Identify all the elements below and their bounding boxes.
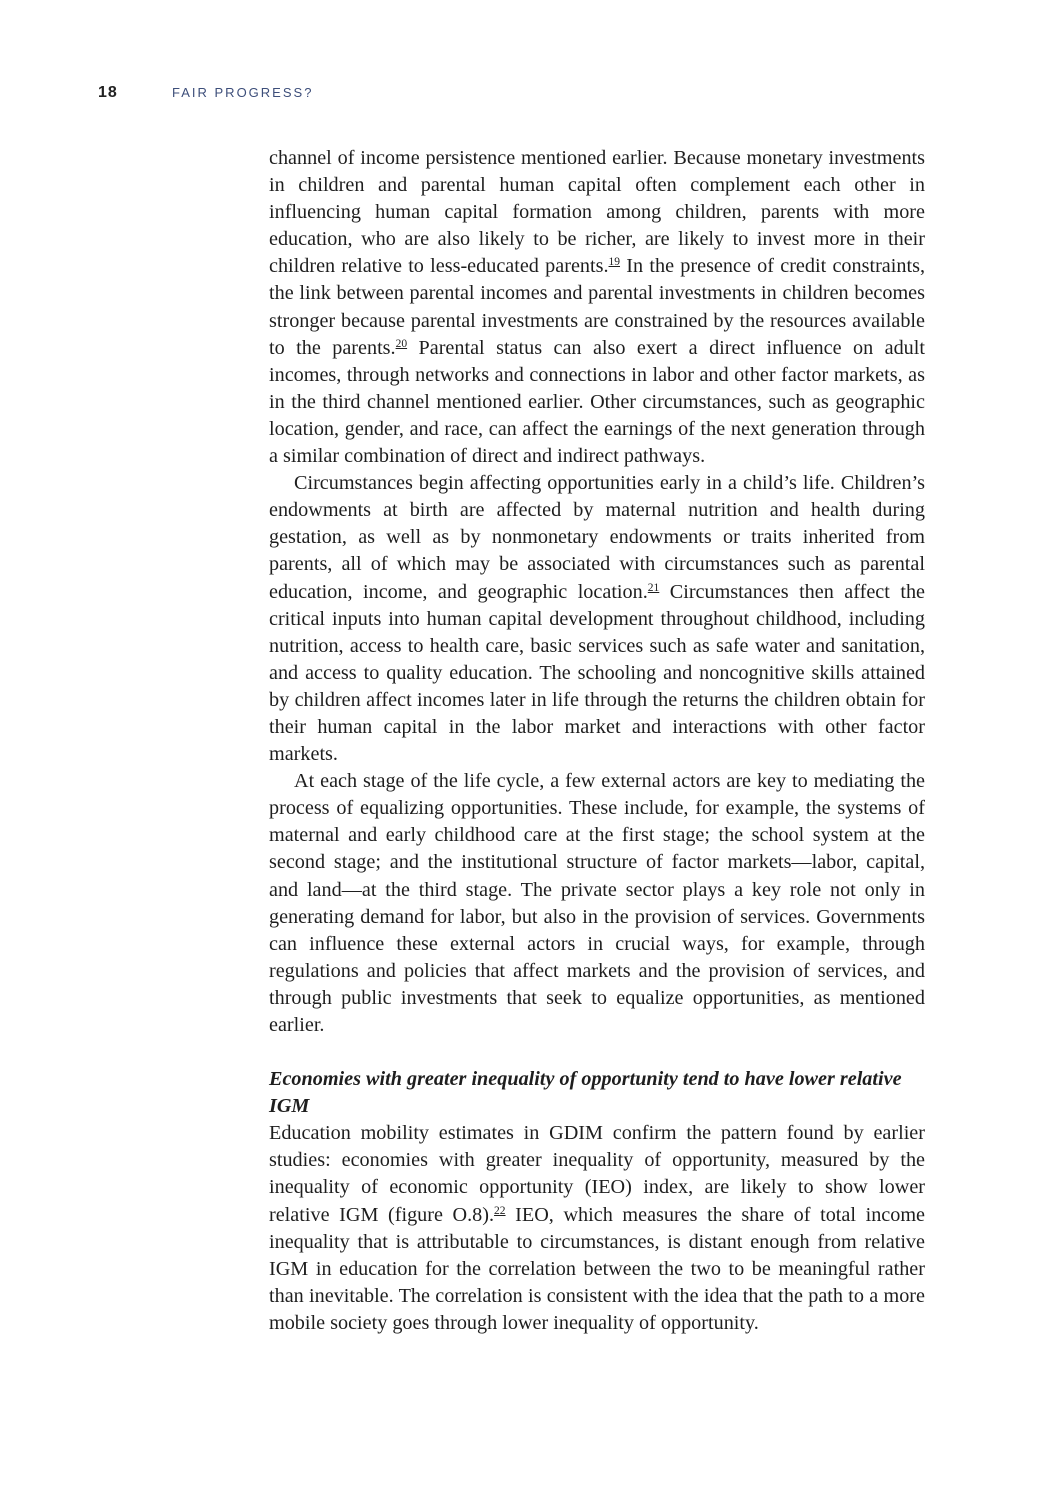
body-text: [269, 145, 925, 1337]
paragraph-4-text-b: IEO, which measures the share of total income inequality that is attributable to circumstances, is distant enough from relative IGM in education for the correlation between the two to be meaningful rather than inevitable. The correlation is consistent with the idea that the path to a more mobile society goes through lower inequality of opportunity.: [269, 1203, 925, 1334]
footnote-ref-21[interactable]: 21: [647, 581, 660, 594]
paragraph-2-text-a: Circumstances begin affecting opportunities early in a child’s life. Children’s endowments at birth are affected by maternal nutrition and health during gestation, as well as by nonmonetary endowments or traits inherited from parents, all of which may be associated with circumstances such as parental education, income, and geographic location.: [269, 472, 925, 603]
footnote-ref-22[interactable]: 22: [494, 1204, 506, 1217]
page-header: [98, 84, 313, 102]
paragraph-1-text-c: Parental status can also exert a direct influence on adult incomes, through networks and connections in labor and other factor markets, as in the third channel mentioned earlier. Other circumstances, such as geographic location, gender, and race, can affect the earnings of the next generation through a similar combination of direct and indirect pathways.: [269, 336, 925, 468]
page-number: 18: [98, 84, 118, 101]
paragraph-1-text-a: channel of income persistence mentioned earlier. Because monetary investments in children and parental human capital often complement each other in influencing human capital formation among children, parents with more education, who are also likely to be richer, are likely to invest more in their children relative to less-educated parents.: [269, 147, 925, 278]
paragraph-3: [269, 768, 925, 1039]
paragraph-3-text: At each stage of the life cycle, a few external actors are key to mediating the process of equalizing opportunities. These include, for example, the systems of maternal and early childhood care at the first stage; the school system at the second stage; and the institutional structure of factor markets—labor, capital, and land—at the third stage. The private sector plays a key role not only in generating demand for labor, but also in the provision of services. Governments can influence these external actors in crucial ways, for example, through regulations and policies that affect markets and the provision of services, and through public investments that seek to equalize opportunities, as mentioned earlier.: [269, 770, 925, 1036]
paragraph-1: [269, 145, 925, 470]
section-heading: Economies with greater inequality of opportunity tend to have lower relative IGM: [269, 1068, 902, 1118]
running-head: FAIR PROGRESS?: [172, 85, 314, 100]
paragraph-2-text-b: Circumstances then affect the critical inputs into human capital development throughout childhood, including nutrition, access to health care, basic services such as safe water and sanitation, and access to quality education. The schooling and noncognitive skills attained by children affect incomes later in life through the returns the children obtain for their human capital in the labor market and interactions with other factor markets.: [269, 580, 926, 766]
footnote-ref-19[interactable]: 19: [608, 256, 621, 269]
footnote-ref-20[interactable]: 20: [395, 337, 408, 350]
paragraph-1-text-b: In the presence of credit constraints, the link between parental incomes and parental investments in children becomes stronger because parental investments are constrained by the resources available to the parents.: [269, 255, 925, 359]
paragraph-4: [269, 1120, 925, 1337]
paragraph-2: [269, 470, 925, 768]
paragraph-4-text-a: Education mobility estimates in GDIM confirm the pattern found by earlier studies: economies with greater inequality of opportunity, measured by the inequality of economic opportunity (IEO) index, are likely to show lower relative IGM (figure O.8).: [269, 1122, 925, 1226]
